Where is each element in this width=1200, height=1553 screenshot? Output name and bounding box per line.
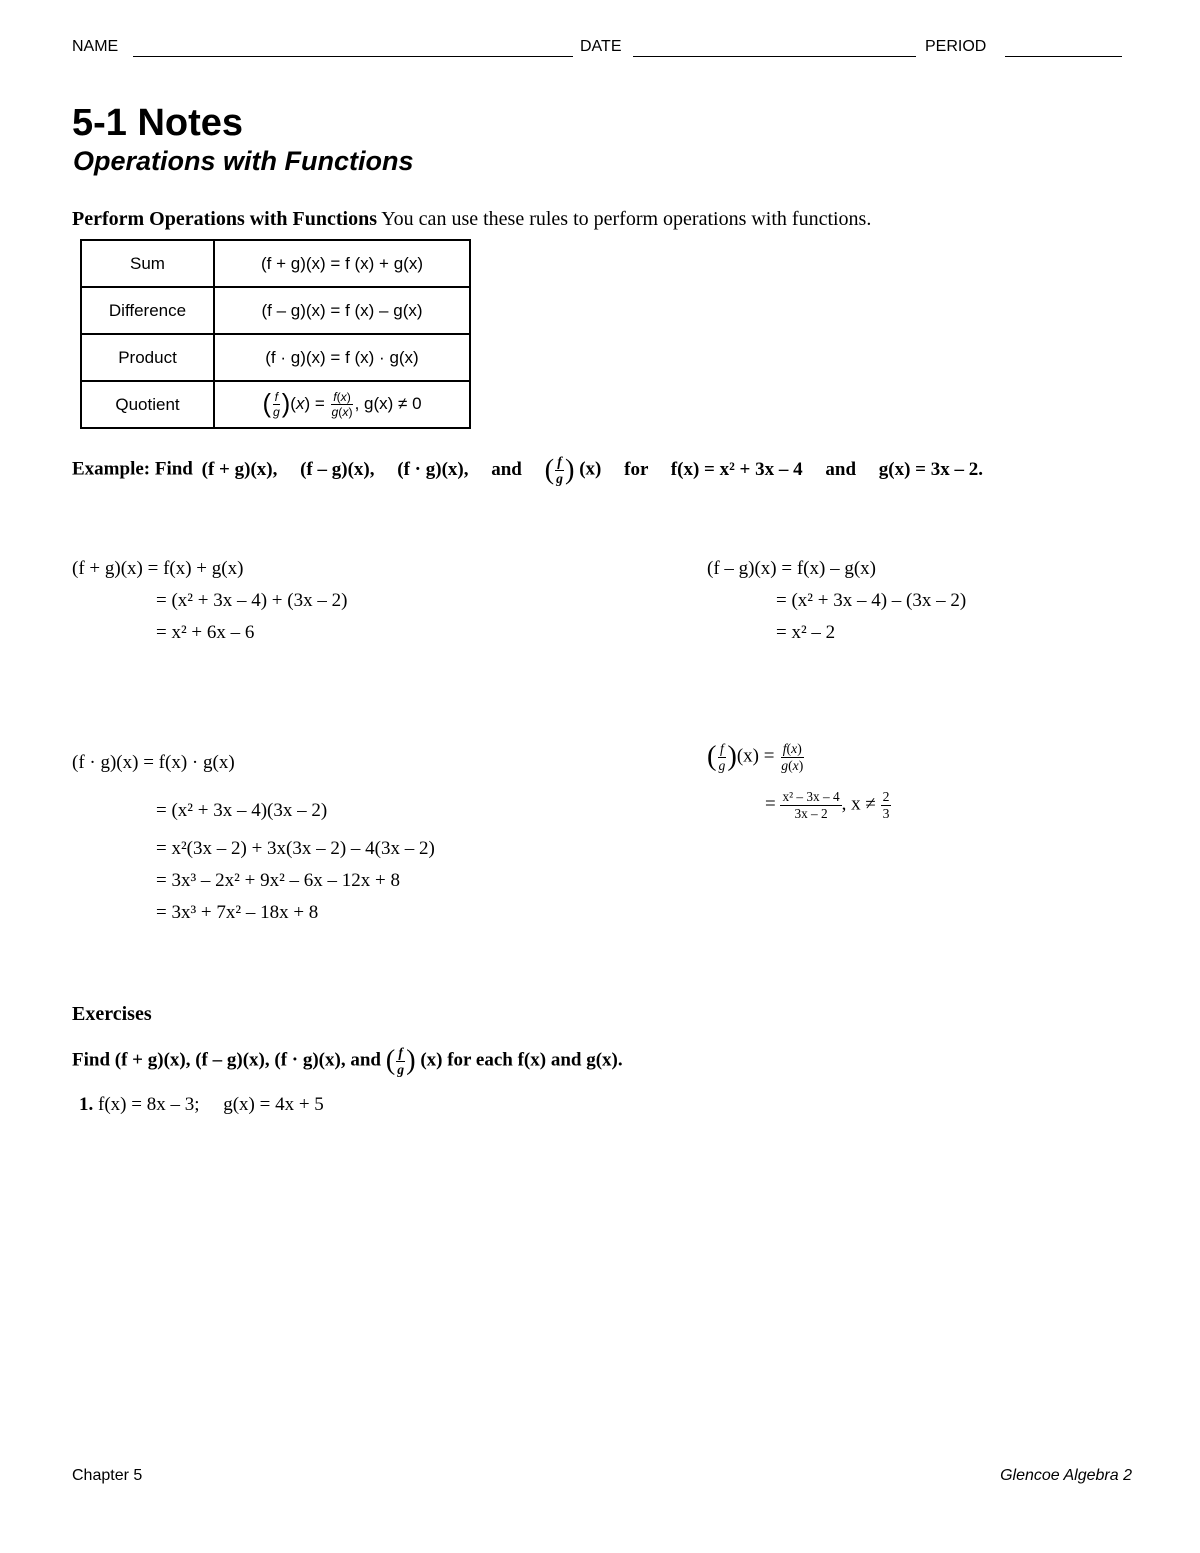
example-statement: Example: Find (f + g)(x), (f – g)(x), (f · g)(x), and ( $\frac{f}{g}$ ) (x) for f(x) = x² + 3x – 4 and g(x) = 3x – 2. bbox=[72, 453, 984, 486]
exercises-find-suffix: (x) for each f(x) and g(x). bbox=[420, 1049, 623, 1071]
table-row bbox=[81, 381, 470, 428]
example-product: (f · g)(x), bbox=[397, 458, 469, 480]
example-difference: (f – g)(x), bbox=[300, 458, 375, 480]
exercise-text: f(x) = 8x – 3; g(x) = 4x + 5 bbox=[98, 1094, 324, 1115]
date-label: DATE bbox=[580, 38, 622, 55]
exercise-1 bbox=[79, 1094, 324, 1116]
example-f-definition: f(x) = x² + 3x – 4 bbox=[670, 458, 803, 480]
footer-book: Glencoe Algebra 2 bbox=[1000, 1467, 1132, 1484]
rule-name-product: Product bbox=[81, 334, 214, 381]
example-and: and bbox=[491, 458, 522, 480]
product-line-4: = 3x³ – 2x² + 9x² – 6x – 12x + 8 bbox=[156, 870, 400, 891]
product-line-5: = 3x³ + 7x² – 18x + 8 bbox=[156, 902, 319, 923]
difference-line-2: = (x² + 3x – 4) – (3x – 2) bbox=[776, 590, 967, 611]
quotient-numerator: x² – 3x – 4 bbox=[782, 789, 840, 805]
rule-name-quotient: Quotient bbox=[81, 381, 214, 428]
sum-line-3: = x² + 6x – 6 bbox=[156, 622, 255, 643]
rules-table bbox=[80, 239, 471, 429]
product-line-2: = (x² + 3x – 4)(3x – 2) bbox=[156, 800, 328, 821]
example-label: Example: bbox=[72, 458, 151, 480]
page-title: 5-1 Notes bbox=[72, 102, 244, 144]
period-label: PERIOD bbox=[925, 38, 987, 55]
product-line-3: = x²(3x – 2) + 3x(3x – 2) – 4(3x – 2) bbox=[156, 838, 435, 859]
quotient-condition: , g(x) ≠ 0 bbox=[354, 393, 422, 413]
example-for: for bbox=[624, 458, 649, 480]
exercise-number: 1. bbox=[79, 1094, 94, 1115]
difference-line-1: (f – g)(x) = f(x) – g(x) bbox=[707, 558, 876, 579]
example-sum: (f + g)(x), bbox=[201, 458, 278, 480]
quotient-line-1-text: (x) = bbox=[736, 745, 775, 767]
rule-formula-difference: (f – g)(x) = f (x) – g(x) bbox=[214, 287, 470, 334]
table-row bbox=[81, 334, 470, 381]
rule-formula-quotient: ( $\frac{f}{g}$ )(x) = $\frac{f(x)}{g(x)}$ , g(x) ≠ 0 bbox=[214, 381, 470, 428]
footer-chapter: Chapter 5 bbox=[72, 1467, 143, 1484]
intro-paragraph bbox=[72, 208, 871, 231]
date-blank[interactable] bbox=[633, 56, 916, 57]
exercises-find-prefix: Find (f + g)(x), (f – g)(x), (f · g)(x), and bbox=[72, 1049, 381, 1071]
rule-name-difference: Difference bbox=[81, 287, 214, 334]
table-row bbox=[81, 287, 470, 334]
rule-formula-product: (f · g)(x) = f (x) · g(x) bbox=[214, 334, 470, 381]
page-subtitle: Operations with Functions bbox=[73, 146, 414, 176]
rule-name-sum: Sum bbox=[81, 240, 214, 287]
example-g-definition: g(x) = 3x – 2. bbox=[878, 458, 984, 480]
example-and-2: and bbox=[825, 458, 857, 480]
quotient-line-2: = $\frac{\text{x² – 3x – 4}}{3x - 2}$ , x ≠ $\frac{2}{3}$ bbox=[765, 789, 890, 821]
sum-line-1: (f + g)(x) = f(x) + g(x) bbox=[72, 558, 244, 579]
sum-line-2: = (x² + 3x – 4) + (3x – 2) bbox=[156, 590, 348, 611]
name-label: NAME bbox=[72, 38, 119, 55]
table-row bbox=[81, 240, 470, 287]
period-blank[interactable] bbox=[1005, 56, 1122, 57]
quotient-condition-2: , x ≠ bbox=[841, 793, 876, 815]
quotient-line-1: ( $\frac{f}{g}$ )(x) = $\frac{f(x)}{g(x)}$ bbox=[707, 740, 804, 773]
product-line-1: (f · g)(x) = f(x) · g(x) bbox=[72, 752, 235, 773]
quotient-denominator: 3x – 2 bbox=[794, 805, 828, 821]
name-blank[interactable] bbox=[133, 56, 573, 57]
example-find: Find bbox=[154, 458, 193, 480]
intro-heading: Perform Operations with Functions bbox=[72, 208, 377, 230]
example-quotient: (x) bbox=[579, 458, 602, 480]
rule-formula-sum: (f + g)(x) = f (x) + g(x) bbox=[214, 240, 470, 287]
difference-line-3: = x² – 2 bbox=[776, 622, 836, 643]
exercises-instructions: Find (f + g)(x), (f – g)(x), (f · g)(x), and ( $\frac{f}{g}$ ) (x) for each f(x) and g(x). bbox=[72, 1044, 623, 1077]
exercises-heading: Exercises bbox=[72, 1003, 152, 1025]
intro-text: You can use these rules to perform operations with functions. bbox=[376, 208, 872, 230]
